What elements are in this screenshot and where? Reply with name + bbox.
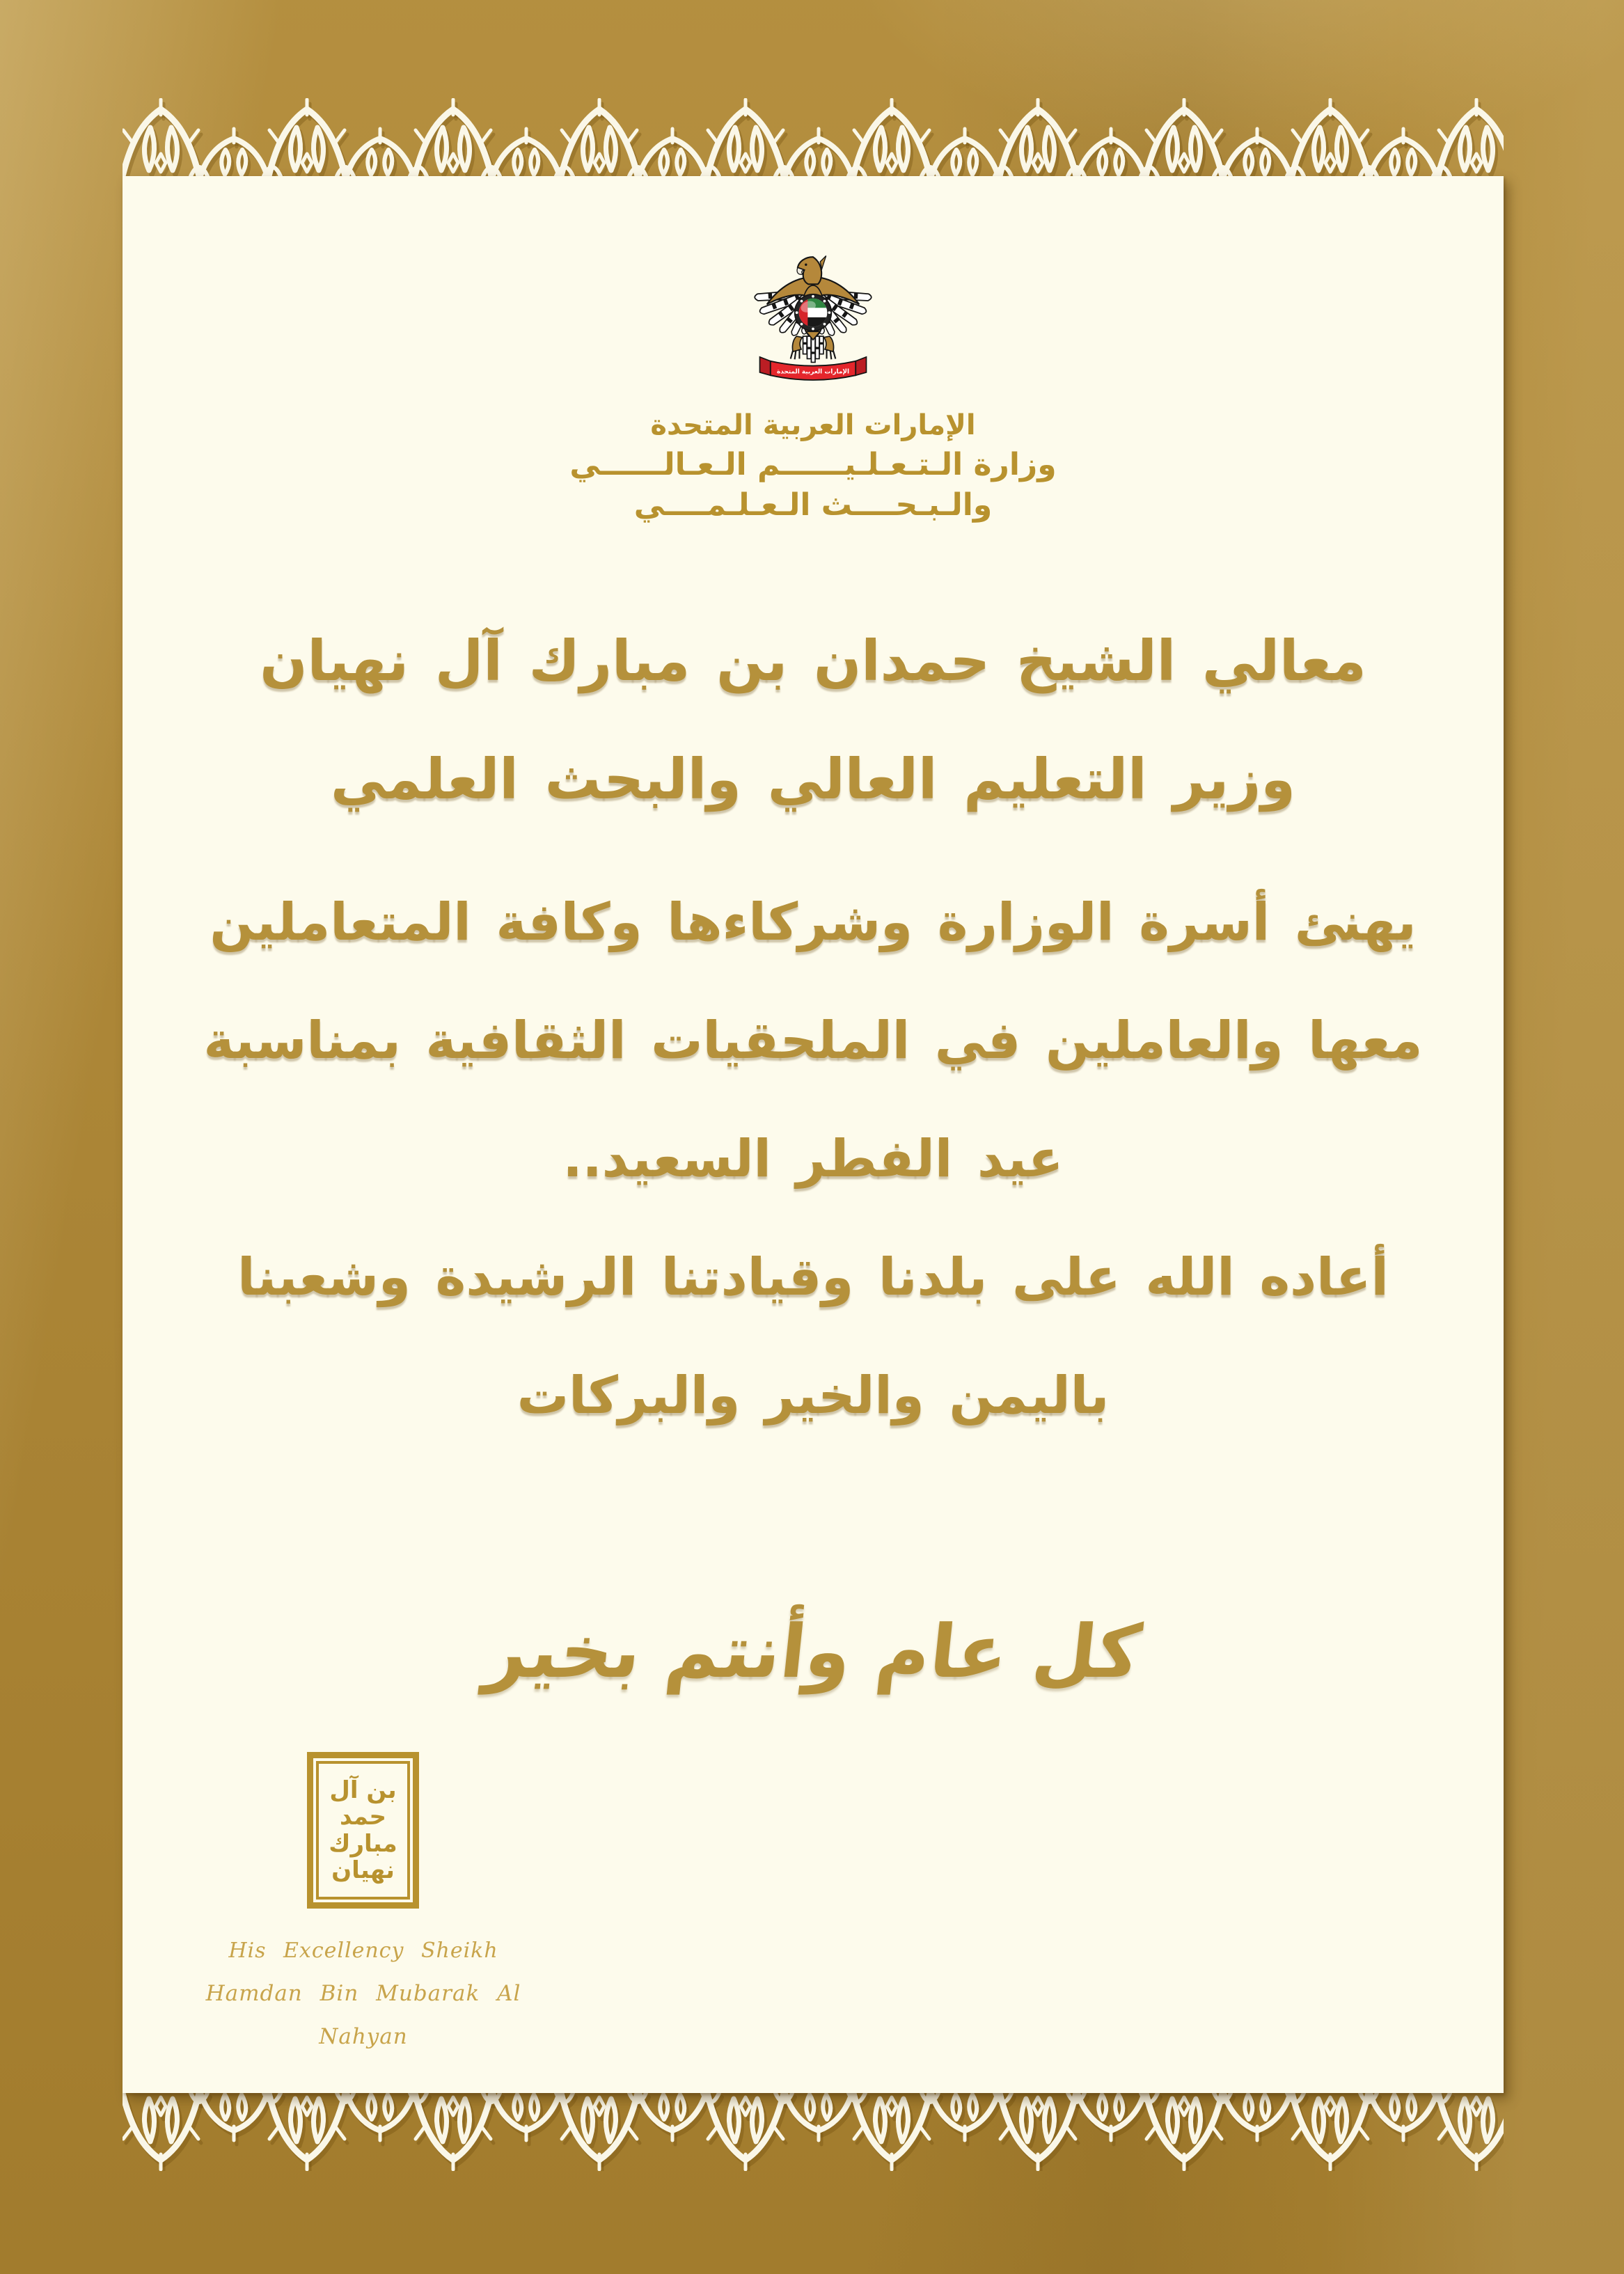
english-signature-block [189,1930,537,2058]
ministry-name-line2: والـبـحــــث الـعـلـمــــي [633,487,993,523]
falcon-crest [820,256,826,269]
english-signature-line1: His Excellency Sheikh [228,1939,498,1963]
bottom-lace-border [123,2093,1504,2171]
country-name: الإمارات العربية المتحدة [650,409,976,441]
minister-title: وزير التعليم العالي والبحث العلمي [331,747,1295,812]
ministry-name-line1: وزارة الـتـعـلـيــــــم الـعـالــــــي [569,447,1057,482]
seal-line-3: مبارك [329,1829,397,1858]
kufic-name-seal [307,1752,419,1909]
greeting-line-3: عيد الفطر السعيد.. [562,1129,1064,1189]
greeting-line-5: باليمن والخير والبركات [517,1366,1110,1426]
greeting-line-1: يهنئ أسرة الوزارة وشركاءها وكافة المتعاملين [210,892,1417,952]
seal-line-2: حمد [340,1803,386,1831]
greeting-line-4: أعاده الله على بلدنا وقيادتنا الرشيدة وشعبنا [237,1247,1389,1307]
greeting-text-block [123,863,1504,1455]
uae-coat-of-arms-emblem [754,250,872,392]
falcon-right-talon [823,336,835,359]
sheikh-name: معالي الشيخ حمدان بن مبارك آل نهيان [260,629,1366,693]
english-signature-line2: Hamdan Bin Mubarak Al Nahyan [205,1981,521,2049]
flag-roundel [795,294,832,331]
seal-line-1: بن آل [329,1776,397,1805]
falcon-tail [803,331,823,362]
falcon-eye [805,264,807,266]
emblem-ribbon-text: الإمارات العربية المتحدة [776,368,850,376]
seal-line-4: نهيان [331,1856,395,1884]
sheikh-title-block [123,602,1504,839]
ministry-name-block [123,406,1504,526]
greeting-line-2: معها والعاملين في الملحقيات الثقافية بمناسبة [203,1011,1423,1071]
falcon-left-talon [791,336,803,359]
greeting-card [123,176,1504,2093]
top-lace-border [123,98,1504,176]
calligraphy-greeting: كل عام وأنتم بخير [480,1609,1146,1694]
